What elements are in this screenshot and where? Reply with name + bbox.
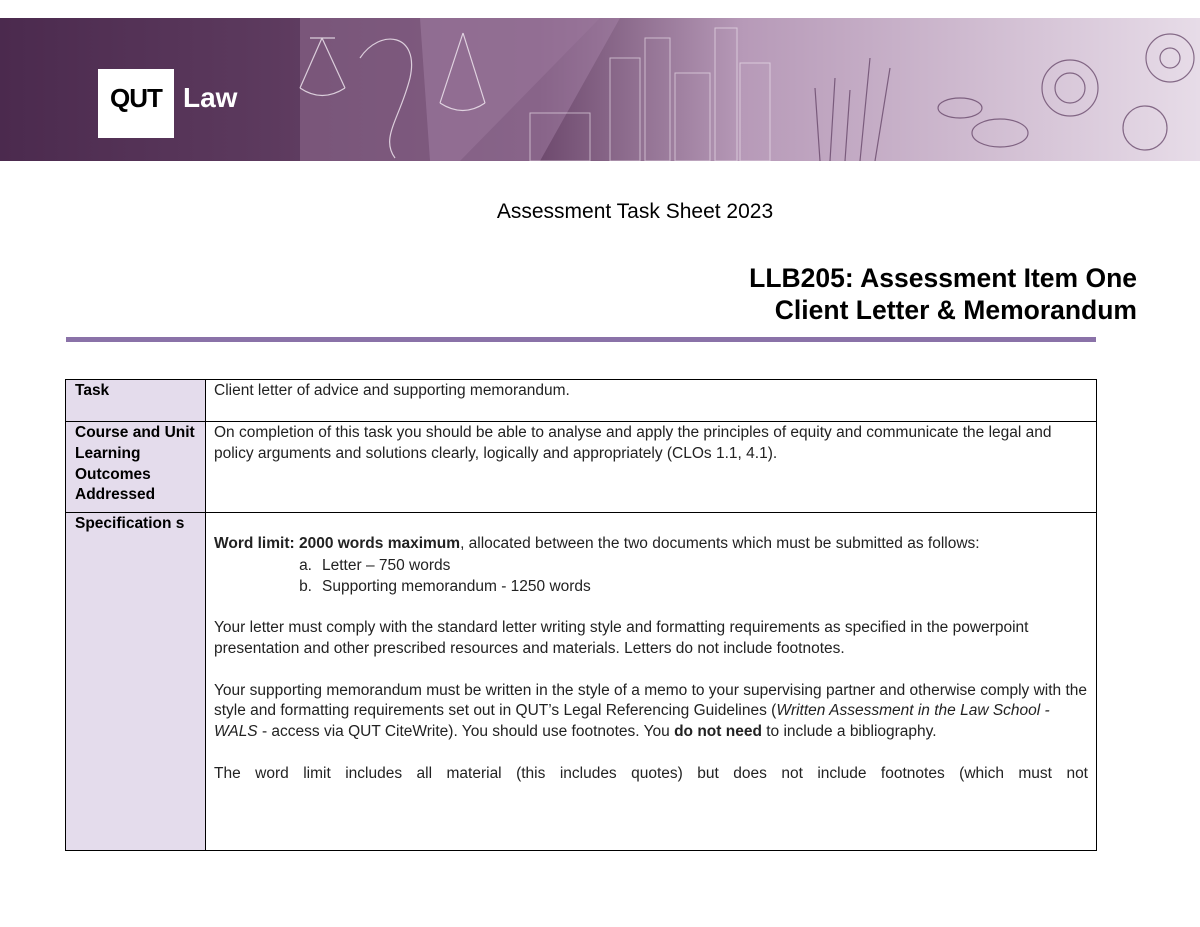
memo-bold: do not need — [674, 723, 762, 741]
memo-italic: Written Assessment in the Law School - WALS — [214, 702, 1050, 741]
specifications-label: Specification s — [66, 513, 206, 851]
table-row-outcomes — [66, 422, 1097, 513]
word-allocation-list — [214, 556, 1088, 598]
logo-qut-text: QUT — [110, 83, 162, 113]
memo-text-2: - access via QUT CiteWrite). You should use footnotes. You — [257, 723, 675, 741]
list-item — [294, 577, 1088, 598]
memo-text-3: to include a bibliography. — [761, 723, 937, 741]
sheet-title: Assessment Task Sheet 2023 — [496, 200, 774, 223]
banner-artwork — [0, 18, 1200, 161]
specifications-value — [206, 513, 1097, 851]
qut-logo — [98, 69, 174, 138]
accent-divider — [66, 337, 1096, 342]
word-limit-paragraph — [214, 534, 1088, 555]
limit-paragraph: The word limit includes all material (this includes quotes) but does not include footnotes (which must not — [214, 764, 1088, 782]
unit-title-line-1: LLB205: Assessment Item One — [749, 263, 1137, 293]
task-value: Client letter of advice and supporting memorandum. — [206, 380, 1097, 422]
list-marker: b. — [299, 577, 312, 595]
assessment-table — [65, 379, 1097, 851]
outcomes-label: Course and Unit Learning Outcomes Addressed — [66, 422, 206, 513]
word-limit-rest: , allocated between the two documents which must be submitted as follows: — [460, 535, 980, 553]
letter-paragraph: Your letter must comply with the standard letter writing style and formatting requirements as specified in the powerpoint presentation and other prescribed resources and materials. Letters do not include footnotes. — [214, 619, 1029, 657]
outcomes-value: On completion of this task you should be able to analyse and apply the principles of equity and communicate the legal and policy arguments and solutions clearly, logically and appropriately (CLOs 1.1, 4.1). — [206, 422, 1097, 513]
list-marker: a. — [299, 556, 312, 574]
table-row-task — [66, 380, 1097, 422]
memo-paragraph — [214, 681, 1088, 743]
memo-text-1: Your supporting memorandum must be written in the style of a memo to your supervising partner and otherwise comply with the style and formatting requirements set out in QUT’s Legal Referencing Guidelines ( — [214, 681, 1088, 720]
list-item — [294, 556, 1088, 577]
word-limit-bold: Word limit: 2000 words maximum — [214, 535, 461, 553]
header-banner — [0, 18, 1200, 161]
list-item-text: Supporting memorandum - 1250 words — [322, 577, 591, 595]
table-row-specifications — [66, 513, 1097, 851]
task-label: Task — [66, 380, 206, 422]
unit-title — [749, 262, 1137, 326]
unit-title-line-2: Client Letter & Memorandum — [774, 295, 1137, 325]
list-item-text: Letter – 750 words — [322, 556, 451, 574]
logo-law-text: Law — [183, 82, 238, 113]
